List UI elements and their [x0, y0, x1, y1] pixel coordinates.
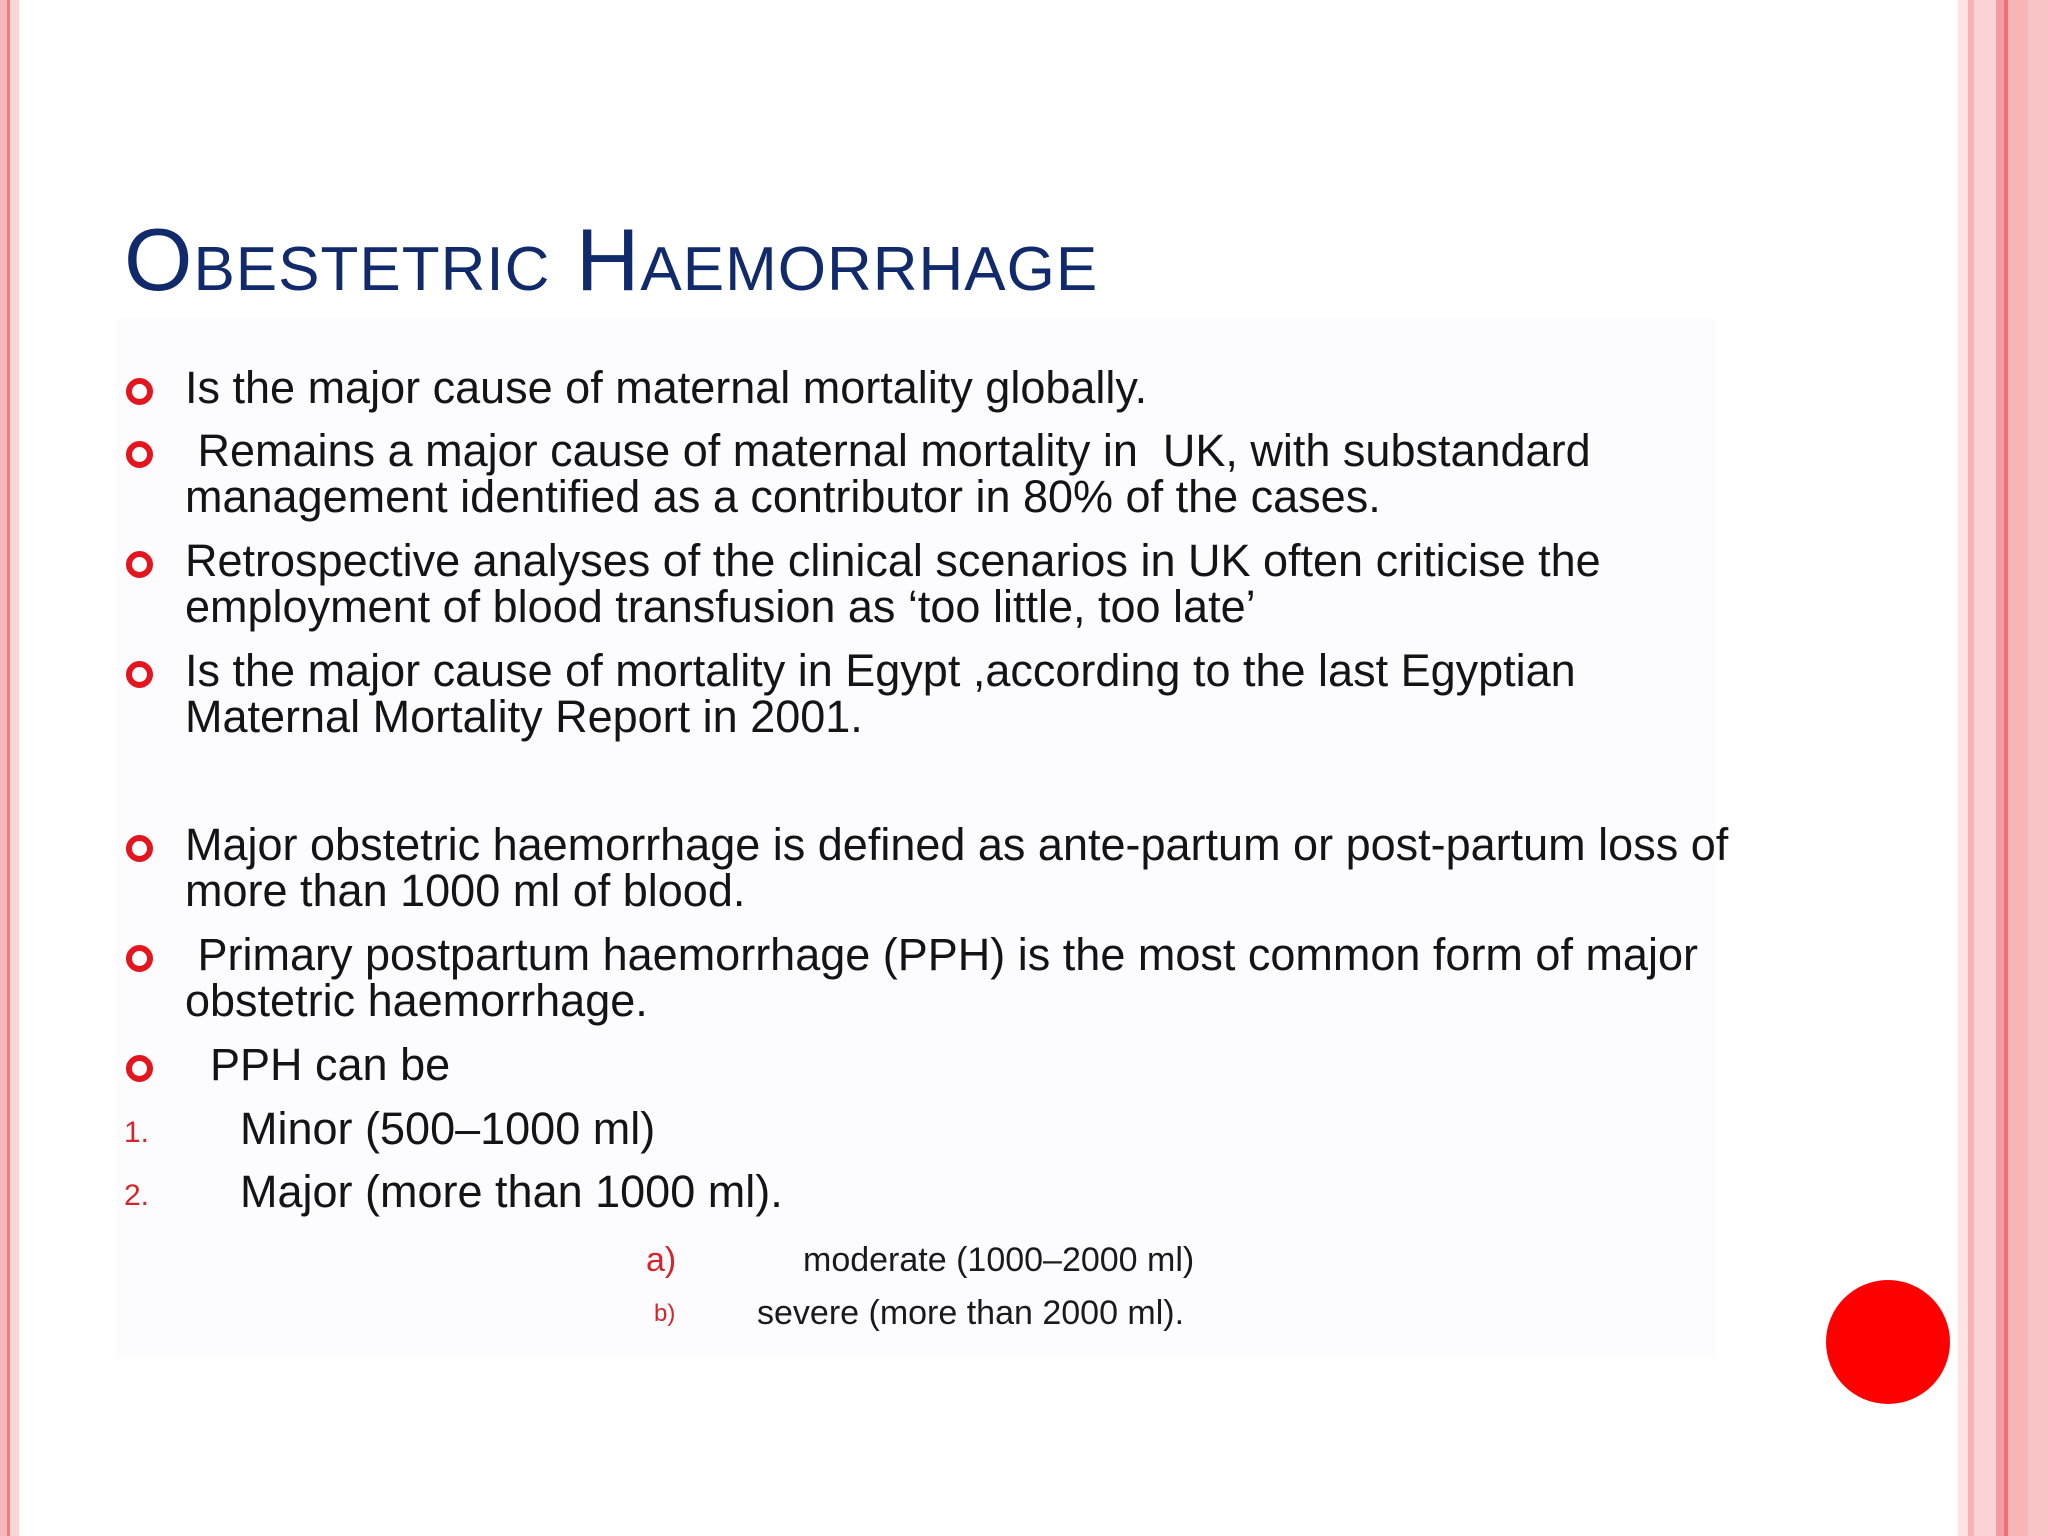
- number-marker: 2.: [124, 1179, 150, 1212]
- right-stripe-5: [2008, 0, 2028, 1536]
- hollow-circle-bullet-icon: [126, 551, 153, 578]
- red-dot-icon: [1826, 1280, 1950, 1404]
- hollow-circle-bullet-icon: [126, 945, 153, 972]
- sub-text: moderate (1000–2000 ml): [803, 1241, 1195, 1279]
- hollow-circle-bullet-icon: [126, 1055, 153, 1082]
- left-stripe-outer: [0, 0, 7, 1536]
- number-marker: 1.: [124, 1116, 150, 1149]
- bullet-text: Primary postpartum haemorrhage (PPH) is the most common form of major obstetric haemorrhage.: [185, 929, 1698, 1026]
- bullet-text: Remains a major cause of maternal mortality in UK, with substandard management identified as a contributor in 80% of the cases.: [185, 425, 1591, 522]
- numbered-text: Minor (500–1000 ml): [240, 1103, 656, 1154]
- hollow-circle-bullet-icon: [126, 441, 153, 468]
- hollow-circle-bullet-icon: [126, 835, 153, 862]
- hollow-circle-bullet-icon: [126, 661, 153, 688]
- bullet-text: Retrospective analyses of the clinical scenarios in UK often criticise the employment of blood transfusion as ‘too little, too late’: [185, 535, 1601, 632]
- right-stripe-6: [2028, 0, 2048, 1536]
- bullet-text: PPH can be: [185, 1039, 451, 1090]
- bullet-text: Is the major cause of maternal mortality globally.: [185, 362, 1148, 413]
- bullet-text: Major obstetric haemorrhage is defined as ante-partum or post-partum loss of more than 1000 ml of blood.: [185, 819, 1729, 916]
- right-stripe-2: [1974, 0, 1996, 1536]
- right-stripe-3: [1996, 0, 2004, 1536]
- hollow-circle-bullet-icon: [126, 378, 153, 405]
- sub-marker: b): [654, 1300, 676, 1327]
- bullet-text: Is the major cause of mortality in Egypt ,according to the last Egyptian Maternal Mortality Report in 2001.: [185, 645, 1576, 742]
- sub-text: severe (more than 2000 ml).: [757, 1294, 1185, 1332]
- slide-title: Obestetric Haemorrhage: [124, 210, 1099, 309]
- left-stripe-inner: [10, 0, 19, 1536]
- sub-marker: a): [646, 1241, 677, 1279]
- right-stripe-0: [1958, 0, 1968, 1536]
- numbered-text: Major (more than 1000 ml).: [240, 1166, 783, 1217]
